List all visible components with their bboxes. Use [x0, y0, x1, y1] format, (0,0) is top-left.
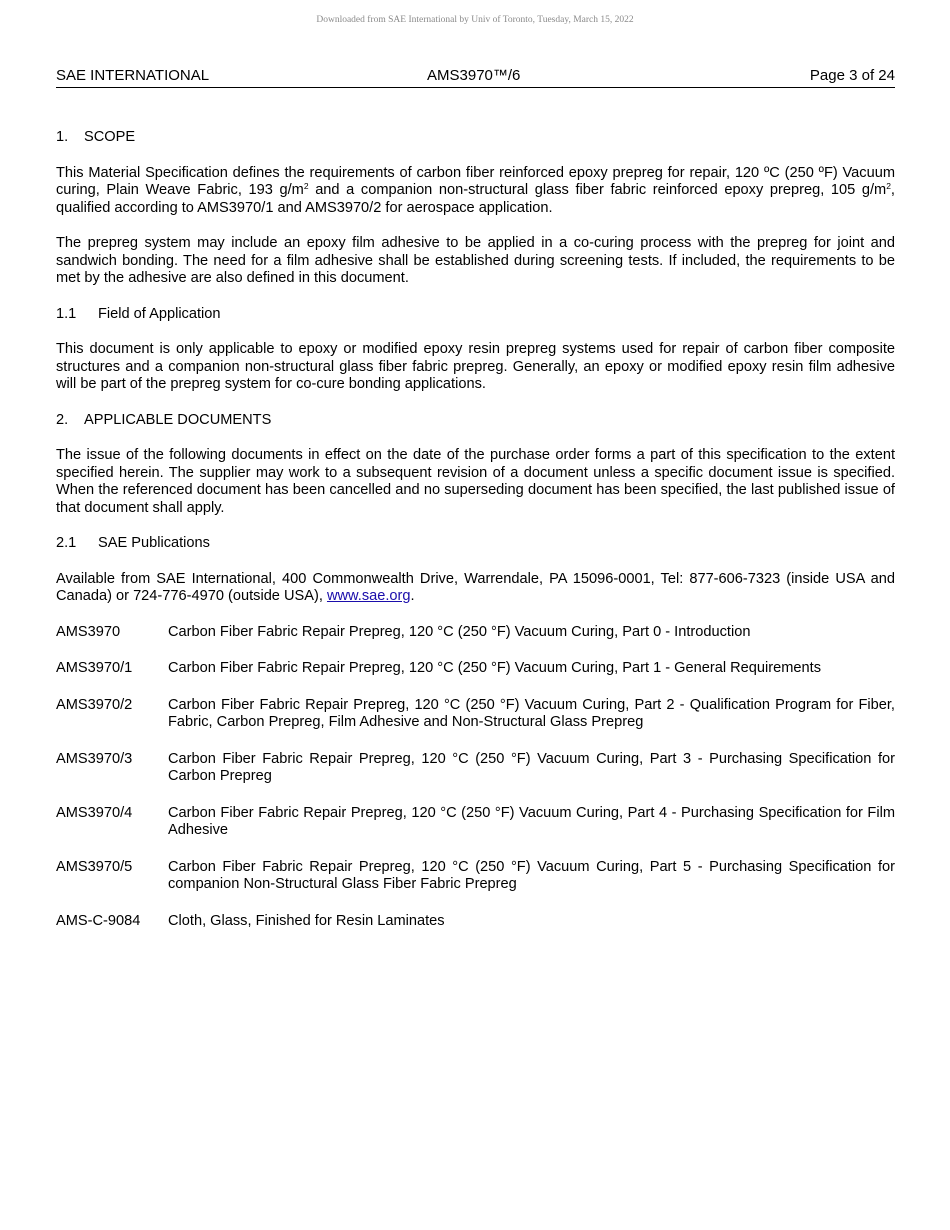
- download-watermark: Downloaded from SAE International by Univ of Toronto, Tuesday, March 15, 2022: [316, 15, 634, 25]
- reference-code: AMS3970/5: [56, 858, 133, 875]
- reference-title: Carbon Fiber Fabric Repair Prepreg, 120 °C (250 °F) Vacuum Curing, Part 1 - General Requirements: [168, 660, 821, 676]
- section-title: SAE Publications: [98, 535, 210, 551]
- reference-title: Carbon Fiber Fabric Repair Prepreg, 120 °C (250 °F) Vacuum Curing, Part 3 - Purchasing Specification for Carbon Prepreg: [168, 750, 895, 784]
- reference-item: [56, 624, 895, 642]
- reference-title: Cloth, Glass, Finished for Resin Laminates: [168, 912, 445, 929]
- reference-code: AMS3970: [56, 623, 121, 640]
- section-2-heading: [56, 412, 895, 430]
- reference-code: AMS3970/4: [56, 804, 133, 821]
- section-title: Field of Application: [98, 305, 221, 322]
- page-number: Page 3 of 24: [809, 67, 895, 84]
- section-1-heading: [56, 129, 895, 147]
- text-run: This Material Specification defines the requirements of carbon fiber reinforced epoxy prepreg for repair, 120 ºC (250 ºF) Vacuum curing, Plain Weave Fabric, 193 g/m: [56, 164, 895, 198]
- section-number: 2.1: [56, 535, 77, 551]
- reference-title: Carbon Fiber Fabric Repair Prepreg, 120 °C (250 °F) Vacuum Curing, Part 0 - Introduction: [168, 623, 751, 640]
- section-1-1-heading: [56, 306, 895, 324]
- field-of-application-paragraph: This document is only applicable to epoxy or modified epoxy resin prepreg systems used for repair of carbon fiber composite structures and a companion non-structural glass fiber fabric prepreg. Generally, an epoxy or modified epoxy resin film adhesive will be part of the prepreg system for co-cure bonding applications.: [56, 341, 895, 392]
- reference-list: [56, 624, 895, 931]
- reference-title: Carbon Fiber Fabric Repair Prepreg, 120 °C (250 °F) Vacuum Curing, Part 5 - Purchasing Specification for companion Non-Structural Glass Fiber Fabric Prepreg: [168, 858, 895, 892]
- section-number: 2.: [56, 411, 69, 428]
- page-header: [56, 67, 895, 88]
- section-number: 1.: [56, 129, 69, 145]
- reference-item: [56, 913, 895, 931]
- reference-item: [56, 660, 895, 678]
- text-run: , qualified according to AMS3970/1 and AMS3970/2 for aerospace application.: [56, 182, 895, 216]
- text-run: and a companion non-structural glass fiber fabric reinforced epoxy prepreg, 105 g/m: [308, 182, 887, 198]
- text-run: Available from SAE International, 400 Commonwealth Drive, Warrendale, PA 15096-0001, Tel: 877-606-7323 (inside USA and Canada) or 724-776-4970 (outside USA),: [56, 570, 895, 604]
- reference-item: [56, 859, 895, 894]
- sae-availability-paragraph: [56, 571, 895, 606]
- document-number: AMS3970™/6: [427, 67, 521, 84]
- scope-paragraph-2: The prepreg system may include an epoxy film adhesive to be applied in a co-curing process with the prepreg for joint and sandwich bonding. The need for a film adhesive shall be established during screening tests. If included, the requirements to be met by the adhesive are also defined in this document.: [56, 235, 895, 286]
- reference-code: AMS3970/3: [56, 750, 133, 767]
- reference-code: AMS3970/2: [56, 696, 133, 713]
- section-title: SCOPE: [84, 129, 136, 145]
- reference-item: [56, 697, 895, 732]
- section-title: APPLICABLE DOCUMENTS: [84, 411, 272, 428]
- reference-item: [56, 805, 895, 840]
- reference-item: [56, 751, 895, 786]
- applicable-documents-paragraph: The issue of the following documents in effect on the date of the purchase order forms a part of this specification to the extent specified herein. The supplier may work to a subsequent revision of a document unless a specific document issue is specified. When the referenced document has been cancelled and no superseding document has been specified, the last published issue of that document shall apply.: [56, 447, 895, 516]
- reference-title: Carbon Fiber Fabric Repair Prepreg, 120 °C (250 °F) Vacuum Curing, Part 2 - Qualification Program for Fiber, Fabric, Carbon Prepreg, Film Adhesive and Non-Structural Glass Prepreg: [168, 696, 895, 730]
- text-run: .: [410, 588, 415, 604]
- scope-paragraph-1: [56, 165, 895, 218]
- reference-code: AMS-C-9084: [56, 912, 141, 929]
- section-number: 1.1: [56, 305, 77, 322]
- superscript: 2: [886, 181, 891, 191]
- reference-title: Carbon Fiber Fabric Repair Prepreg, 120 °C (250 °F) Vacuum Curing, Part 4 - Purchasing Specification for Film Adhesive: [168, 804, 895, 838]
- reference-code: AMS3970/1: [56, 660, 133, 676]
- sae-website-link[interactable]: www.sae.org: [326, 588, 411, 604]
- document-body: [56, 129, 895, 949]
- superscript: 2: [303, 181, 309, 191]
- publisher-name: SAE INTERNATIONAL: [56, 67, 210, 84]
- section-2-1-heading: [56, 535, 895, 553]
